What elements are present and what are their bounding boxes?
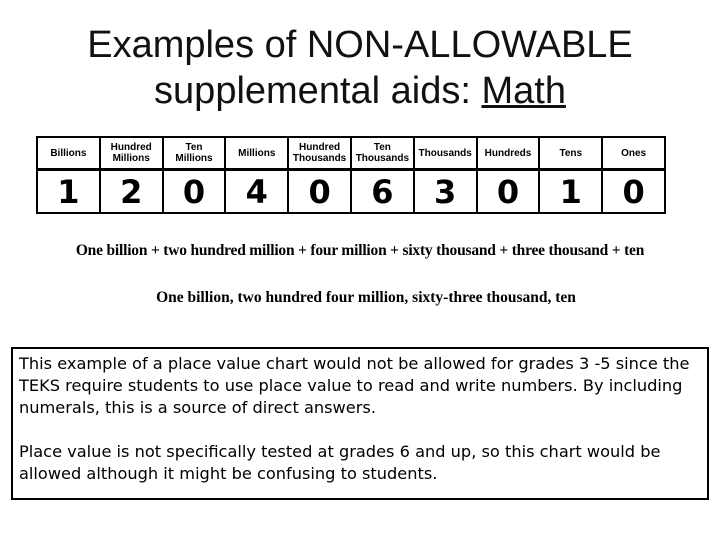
place-value-digit: 1 [57, 172, 80, 211]
place-value-header: Hundred Thousands [289, 138, 350, 171]
place-value-column [540, 138, 603, 212]
place-value-header: Ones [603, 138, 664, 171]
place-value-header: Ten Millions [164, 138, 225, 171]
place-value-chart [36, 136, 666, 214]
place-value-column [603, 138, 664, 212]
place-value-header: Hundreds [478, 138, 539, 171]
place-value-digit: 2 [120, 172, 143, 211]
place-value-digit: 4 [245, 172, 268, 211]
place-value-digit: 0 [496, 172, 520, 211]
place-value-digit: 6 [371, 172, 394, 211]
explanation-paragraph-1: This example of a place value chart would not be allowed for grades 3 -5 since the TEKS require students to use place value to read and write numbers. By including numerals, this is a source of direct answers. [19, 354, 690, 417]
place-value-header: Ten Thousands [352, 138, 413, 171]
place-value-header: Tens [540, 138, 601, 171]
place-value-header: Thousands [415, 138, 476, 171]
place-value-digit: 0 [308, 172, 331, 211]
place-value-column [164, 138, 227, 212]
place-value-digit: 0 [622, 172, 645, 211]
place-value-column [289, 138, 352, 212]
place-value-column [101, 138, 164, 212]
explanation-box [11, 347, 709, 500]
explanation-paragraph-2: Place value is not specifically tested at grades 6 and up, so this chart would be allowed although it might be confusing to students. [19, 442, 661, 483]
word-form: One billion, two hundred four million, sixty-three thousand, ten [156, 289, 576, 306]
place-value-column [478, 138, 541, 212]
place-value-column [352, 138, 415, 212]
place-value-column [415, 138, 478, 212]
place-value-digit: 0 [182, 172, 206, 211]
title-line-1: Examples of NON-ALLOWABLE [87, 24, 633, 66]
place-value-header: Millions [226, 138, 287, 171]
place-value-column [226, 138, 289, 212]
place-value-header: Hundred Millions [101, 138, 162, 171]
place-value-column [38, 138, 101, 212]
title-subject: Math [481, 70, 566, 112]
expanded-form: One billion + two hundred million + four million + sixty thousand + three thousand + ten [75, 242, 645, 259]
title-prefix: supplemental aids: [154, 70, 482, 112]
place-value-digit: 3 [434, 172, 457, 211]
place-value-digit: 1 [559, 172, 582, 211]
title-line-2 [0, 68, 720, 114]
slide-title [0, 22, 720, 114]
place-value-header: Billions [38, 138, 99, 171]
